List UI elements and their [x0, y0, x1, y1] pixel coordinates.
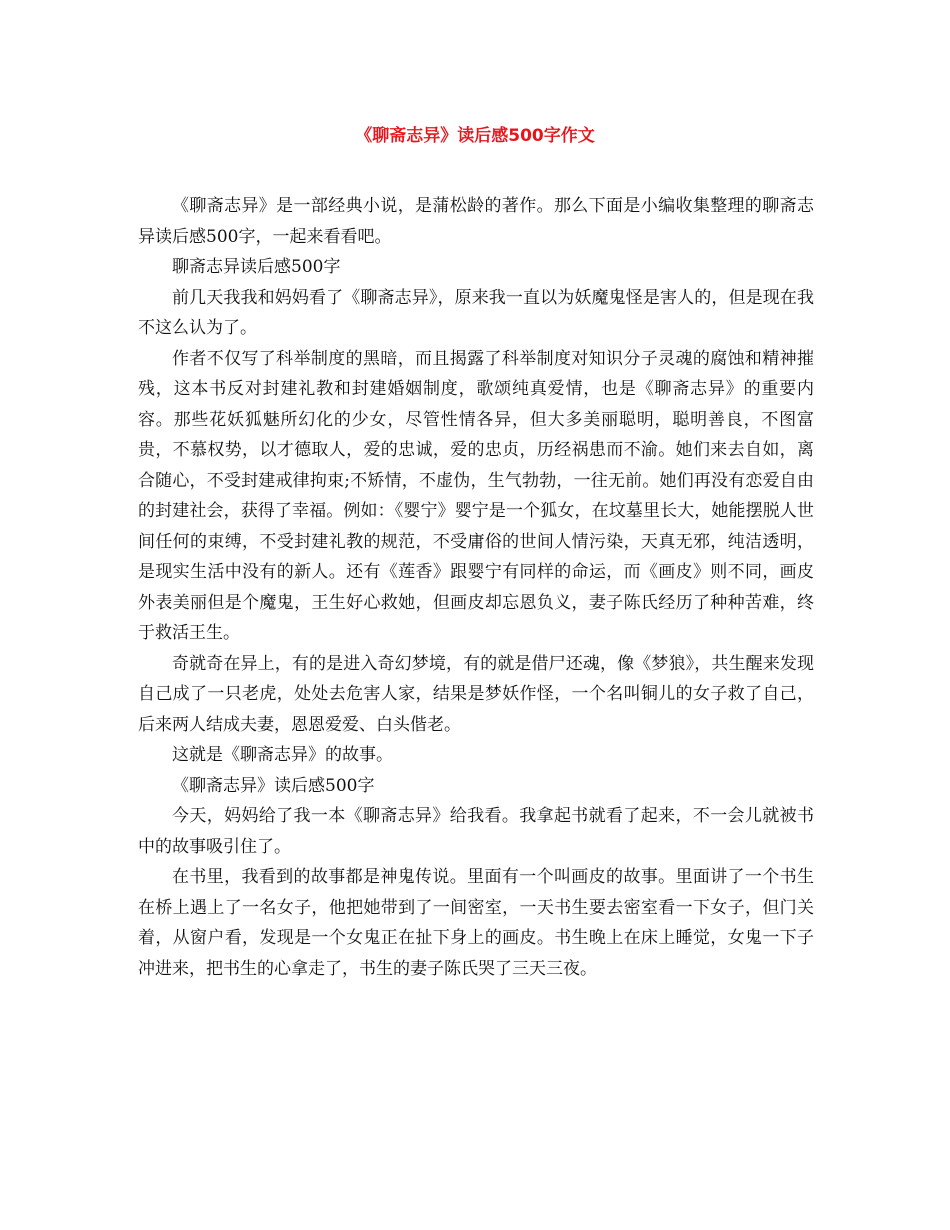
paragraph: 奇就奇在异上，有的是进入奇幻梦境，有的就是借尸还魂，像《梦狼》，共生醒来发现自己成了一只老虎，处处去危害人家，结果是梦妖作怪，一个名叫铜儿的女子救了自己，后来两人结成夫妻，恩恩爱爱、白头偕老。: [138, 653, 814, 735]
document-title: 《聊斋志异》读后感500字作文: [355, 126, 595, 146]
section-heading-2: 《聊斋志异》读后感500字: [172, 775, 375, 796]
paragraph-intro: 《聊斋志异》是一部经典小说，是蒲松龄的著作。那么下面是小编收集整理的聊斋志异读后感500字，一起来看看吧。: [138, 196, 814, 247]
document-body: [138, 191, 814, 984]
paragraph: 前几天我我和妈妈看了《聊斋志异》，原来我一直以为妖魔鬼怪是害人的，但是现在我不这么认为了。: [138, 287, 814, 338]
paragraph: 今天，妈妈给了我一本《聊斋志异》给我看。我拿起书就看了起来，不一会儿就被书中的故事吸引住了。: [138, 806, 814, 857]
paragraph: 在书里，我看到的故事都是神鬼传说。里面有一个叫画皮的故事。里面讲了一个书生在桥上遇上了一名女子，他把她带到了一间密室，一天书生要去密室看一下女子，但门关着，从窗户看，发现是一个女鬼正在扯下身上的画皮。书生晚上在床上睡觉，女鬼一下子冲进来，把书生的心拿走了，书生的妻子陈氏哭了三天三夜。: [138, 867, 814, 979]
paragraph: 这就是《聊斋志异》的故事。: [172, 745, 393, 765]
section-heading-1: 聊斋志异读后感500字: [172, 257, 341, 277]
paragraph: 作者不仅写了科举制度的黑暗，而且揭露了科举制度对知识分子灵魂的腐蚀和精神摧残，这本书反对封建礼教和封建婚姻制度，歌颂纯真爱情，也是《聊斋志异》的重要内容。那些花妖狐魅所幻化的少女，尽管性情各异，但大多美丽聪明，聪明善良，不图富贵，不慕权势，以才德取人，爱的忠诚，爱的忠贞，历经祸患而不渝。她们来去自如，离合随心，不受封建戒律拘束;不矫情，不虚伪，生气勃勃，一往无前。她们再没有恋爱自由的封建社会，获得了幸福。例如：《婴宁》婴宁是一个狐女，在坟墓里长大，她能摆脱人世间任何的束缚，不受封建礼教的规范，不受庸俗的世间人情污染，天真无邪，纯洁透明，是现实生活中没有的新人。还有《莲香》跟婴宁有同样的命运，而《画皮》则不同，画皮外表美丽但是个魔鬼，王生好心救她，但画皮却忘恩负义，妻子陈氏经历了种种苦难，终于救活王生。: [138, 348, 814, 643]
